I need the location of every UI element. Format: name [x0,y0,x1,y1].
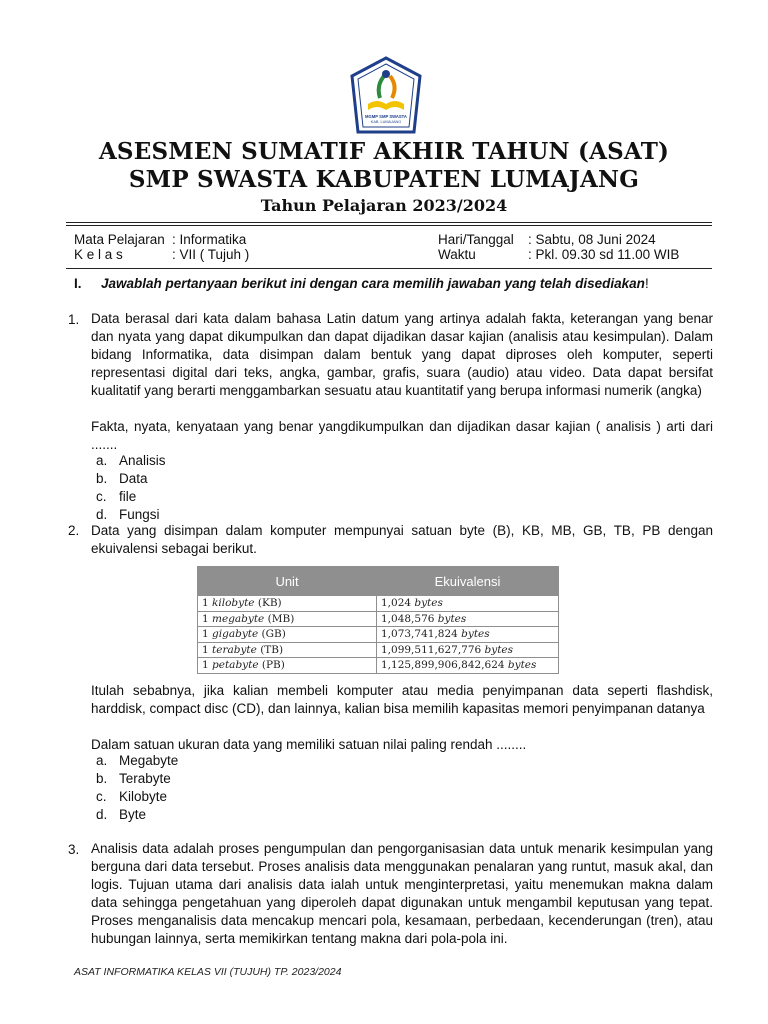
date-label: Hari/Tanggal [438,232,514,247]
equivalence-cell: 1,073,741,824 bytes [377,627,559,643]
question-3-text: Analisis data adalah proses pengumpulan dan pengorganisasian data untuk menarik kesimpulan yang berguna dari data tersebut. Proses analisis data menggunakan penalaran yang runtut, masuk akal, dan logis. Tujuan utama dari analisis data ialah untuk menginterpretasi, yaitu menemukan makna dalam data sehingga pengetahuan yang diperoleh dapat digunakan untuk mengambil keputusan yang tepat. Proses menganalisis data mencakup mencari pola, kesamaan, perbedaan, kecenderungan (tren), atau hubungan lainnya, serta memikirkan tentang makna dari pola-pola ini. [91,841,713,946]
unit-cell: 1 kilobyte (KB) [198,596,377,612]
question-1-text: Data berasal dari kata dalam bahasa Latin datum yang artinya adalah fakta, keterangan yang benar dan nyata yang dapat dikumpulkan dan dapat dijadikan dasar kajian (analisis atau kesimpulan). Dalam bidang Informatika, data disimpan dalam bentuk yang dapat diproses oleh komputer, seperti representasi digital dari teks, angka, gambar, grafis, suara (audio) atau video. Data dapat bersifat kualitatif yang berarti menggambarkan sesuatu atau kuantitatif yang berupa informasi numerik (angka) [91,311,713,398]
question-1-prompt: Fakta, nyata, kenyataan yang benar yangdikumpulkan dan dijadikan dasar kajian ( analisis ) arti dari ....... [91,419,713,452]
academic-year: Tahun Pelajaran 2023/2024 [260,196,508,215]
table-row [198,627,559,643]
header-divider-top [66,222,712,223]
time-value: : Pkl. 09.30 sd 11.00 WIB [528,247,680,262]
school-title: SMP SWASTA KABUPATEN LUMAJANG [128,166,640,193]
question-2-after-text: Itulah sebabnya, jika kalian membeli komputer atau media penyimpanan data seperti flashdisk, harddisk, compact disc (CD), dan lainnya, kalian bisa memilih kapasitas memori penyimpanan datanya [91,683,713,716]
question-2-number: 2. [68,523,80,538]
section-number: I. [74,276,82,291]
exam-page: MGMP SMP SWASTA KAB. LUMAJANG ASESMEN SUMATIF AKHIR TAHUN (ASAT) SMP SWASTA KABUPATEN LUMAJANG Tahun Pelajaran 2023/2024 Mata Pelajaran : Informatika K e l a s : VII ( Tujuh ) Hari/Tanggal : Sabtu, 08 Juni 2024 Waktu : Pkl. 09.30 sd 11.00 WIB I. Jawablah pertanyaan berikut ini dengan cara memilih jawaban yang telah disediakan! 1. Data berasal dari kata dalam bahasa Latin datum yang artinya adalah fakta, keterangan yang benar dan nyata yang dapat dikumpulkan dan dapat dijadikan dasar kajian (analisis atau kesimpulan). Dalam bidang Informatika, data disimpan dalam bentuk yang dapat diproses oleh komputer, seperti representasi digital dari teks, angka, gambar, grafis, suara (audio) atau video. Data dapat bersifat kualitatif yang berarti menggambarkan sesuatu atau kuantitatif yang berupa informasi numerik (angka) Fakta, nyata, kenyataan yang benar yangdikumpulkan dan dijadikan dasar kajian ( analisis ) arti dari ....... a. Analisis b. Data c. file d. Fungsi 2. Data yang disimpan dalam komputer mempunyai satuan byte (B), KB, MB, GB, TB, PB dengan ekuivalensi sebagai berikut. Unit Ekuivalensi 1 kilobyte (KB) 1,024 bytes 1 megabyte (MB) 1,048,576 bytes 1 gigabyte (GB) 1,073,741,824 bytes 1 terabyte (TB) 1,099,511,627,776 bytes 1 petabyte (PB) 1,125,899,906,842,624 bytes Itulah sebabnya, jika kalian membeli komputer atau media penyimpanan data seperti flashdisk, harddisk, compact disc (CD), dan lainnya, kalian bisa memilih kapasitas memori penyimpanan datanya Dalam satuan ukuran data yang memiliki satuan nilai paling rendah ........ a. Megabyte b. Terabyte c. Kilobyte d. Byte 3. Analisis data adalah proses pengumpulan dan pengorganisasian data untuk menarik kesimpulan yang berguna dari data tersebut. Proses analisis data menggunakan penalaran yang runtut, masuk akal, dan logis. Tujuan utama dari analisis data ialah untuk menginterpretasi, yaitu menemukan makna dalam data sehingga pengetahuan yang diperoleh dapat digunakan untuk mengambil keputusan yang tepat. Proses menganalisis data mencakup mencari pola, kesamaan, perbedaan, kecenderungan (tren), atau hubungan lainnya, serta memikirkan tentang makna dari pola-pola ini. ASAT INFORMATIKA KELAS VII (TUJUH) TP. 2023/2024 [0,0,768,1024]
subject-label: Mata Pelajaran [74,232,165,247]
unit-cell: 1 gigabyte (GB) [198,627,377,643]
question-3-number: 3. [68,842,80,857]
unit-cell: 1 terabyte (TB) [198,642,377,658]
byte-unit-table [197,566,559,674]
time-label: Waktu [438,247,476,262]
question-2-prompt: Dalam satuan ukuran data yang memiliki satuan nilai paling rendah ........ [91,737,527,752]
question-1-number: 1. [68,312,80,327]
table-row [198,642,559,658]
table-row [198,658,559,674]
logo-caption-2: KAB. LUMAJANG [370,120,402,124]
table-row [198,611,559,627]
table-header-unit: Unit [198,567,377,596]
unit-cell: 1 petabyte (PB) [198,658,377,674]
class-label: K e l a s [74,247,123,262]
header-divider-top-2 [66,225,712,226]
question-2-text: Data yang disimpan dalam komputer mempunyai satuan byte (B), KB, MB, GB, TB, PB dengan ekuivalensi sebagai berikut. [91,523,713,556]
school-logo [350,56,422,134]
exam-title: ASESMEN SUMATIF AKHIR TAHUN (ASAT) [98,138,670,165]
table-header-row [198,567,559,596]
page-footer: ASAT INFORMATIKA KELAS VII (TUJUH) TP. 2023/2024 [74,966,342,978]
table-row [198,596,559,612]
section-end-mark: ! [644,276,649,291]
date-value: : Sabtu, 08 Juni 2024 [528,232,656,247]
header-divider-bottom [66,268,712,269]
section-instruction: Jawablah pertanyaan berikut ini dengan cara memilih jawaban yang telah disediakan [101,276,645,291]
unit-cell: 1 megabyte (MB) [198,611,377,627]
equivalence-cell: 1,024 bytes [377,596,559,612]
equivalence-cell: 1,048,576 bytes [377,611,559,627]
equivalence-cell: 1,125,899,906,842,624 bytes [377,658,559,674]
table-header-equivalence: Ekuivalensi [377,567,559,596]
subject-value: : Informatika [172,232,247,247]
class-value: : VII ( Tujuh ) [172,247,250,262]
equivalence-cell: 1,099,511,627,776 bytes [377,642,559,658]
logo-caption-1: MGMP SMP SWASTA [365,114,407,119]
